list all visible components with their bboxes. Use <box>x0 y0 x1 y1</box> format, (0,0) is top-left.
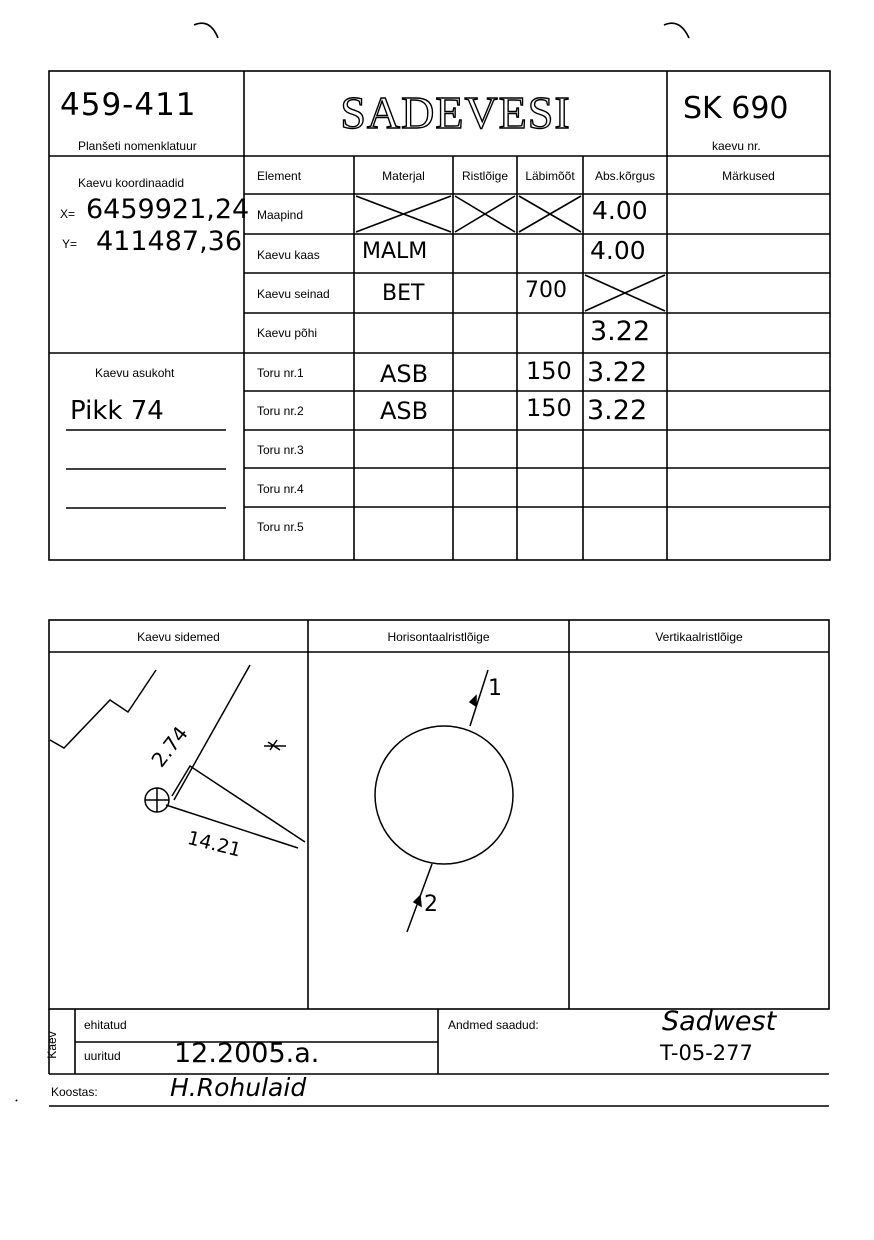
material-value: ASB <box>380 360 429 388</box>
height-value: 4.00 <box>590 236 646 265</box>
drawing-frame <box>49 620 829 1009</box>
col-header-height: Abs.kõrgus <box>594 169 656 183</box>
material-value: BET <box>382 281 425 306</box>
row-element-label: Kaevu kaas <box>257 248 320 262</box>
col-header-notes: Märkused <box>722 169 775 183</box>
vertical-section-label: Vertikaalristlõige <box>655 630 743 644</box>
row-element-label: Kaevu seinad <box>257 287 330 301</box>
row-element-label: Toru nr.1 <box>257 366 304 380</box>
surveyed-value: 12.2005.a. <box>174 1038 320 1069</box>
material-value: MALM <box>362 239 428 264</box>
height-value: 3.22 <box>590 316 651 347</box>
compiled-value: H.Rohulaid <box>170 1073 307 1102</box>
row-element-label: Kaevu põhi <box>257 326 318 340</box>
row-element-label: Toru nr.3 <box>257 443 304 457</box>
pipe-2-label: 2 <box>424 892 438 917</box>
y-coordinate: 411487,36 <box>96 226 243 257</box>
coordinates-label: Kaevu koordinaadid <box>78 176 185 190</box>
sheet-label: Planšeti nomenklatuur <box>78 139 197 153</box>
data-source-label: Andmed saadud: <box>448 1018 539 1032</box>
built-label: ehitatud <box>84 1018 127 1032</box>
row-element-label: Toru nr.2 <box>257 404 304 418</box>
form-title: SADEVESI <box>340 87 571 138</box>
row-element-label: Toru nr.5 <box>257 520 304 534</box>
y-prefix: Y= <box>62 237 78 251</box>
well-number: SK 690 <box>683 91 789 126</box>
ties-label: Kaevu sidemed <box>137 630 220 644</box>
ties-sketch <box>50 665 305 848</box>
height-value: 3.22 <box>587 395 648 426</box>
location-value: Pikk 74 <box>70 396 164 426</box>
height-value: 4.00 <box>592 196 648 225</box>
tie-distance-1: 2.74 <box>146 721 193 772</box>
row-element-label: Maapind <box>257 208 304 222</box>
col-header-material: Materjal <box>382 169 425 183</box>
punch-hole-mark-right <box>664 23 689 38</box>
well-circle <box>375 726 513 864</box>
location-label: Kaevu asukoht <box>95 366 175 380</box>
pipe-line-1 <box>470 670 488 726</box>
x-prefix: X= <box>60 207 76 221</box>
horizontal-section-label: Horisontaalristlõige <box>387 630 490 644</box>
x-coordinate: 6459921,24 <box>86 194 250 225</box>
well-number-label: kaevu nr. <box>712 139 761 153</box>
diameter-value: 150 <box>526 394 572 422</box>
compiled-label: Koostas: <box>51 1085 98 1099</box>
data-source-code: T-05-277 <box>660 1041 753 1065</box>
col-header-section: Ristlõige <box>461 169 509 183</box>
col-header-diameter: Läbimõõt <box>525 169 575 183</box>
diameter-value: 150 <box>526 357 572 385</box>
tie-distance-2: 14.21 <box>185 827 244 862</box>
punch-hole-mark-left <box>194 23 218 38</box>
well-side-label: Kaev <box>45 1031 59 1059</box>
height-value: 3.22 <box>587 357 648 388</box>
horizontal-section-sketch <box>375 670 513 932</box>
row-element-label: Toru nr.4 <box>257 482 304 496</box>
col-header-element: Element <box>257 169 302 183</box>
material-value: ASB <box>380 397 429 425</box>
sheet-number: 459-411 <box>60 87 197 123</box>
diameter-value: 700 <box>525 278 567 303</box>
pipe-1-label: 1 <box>488 676 502 701</box>
surveyed-label: uuritud <box>84 1049 121 1063</box>
data-source-value: Sadwest <box>662 1006 777 1037</box>
